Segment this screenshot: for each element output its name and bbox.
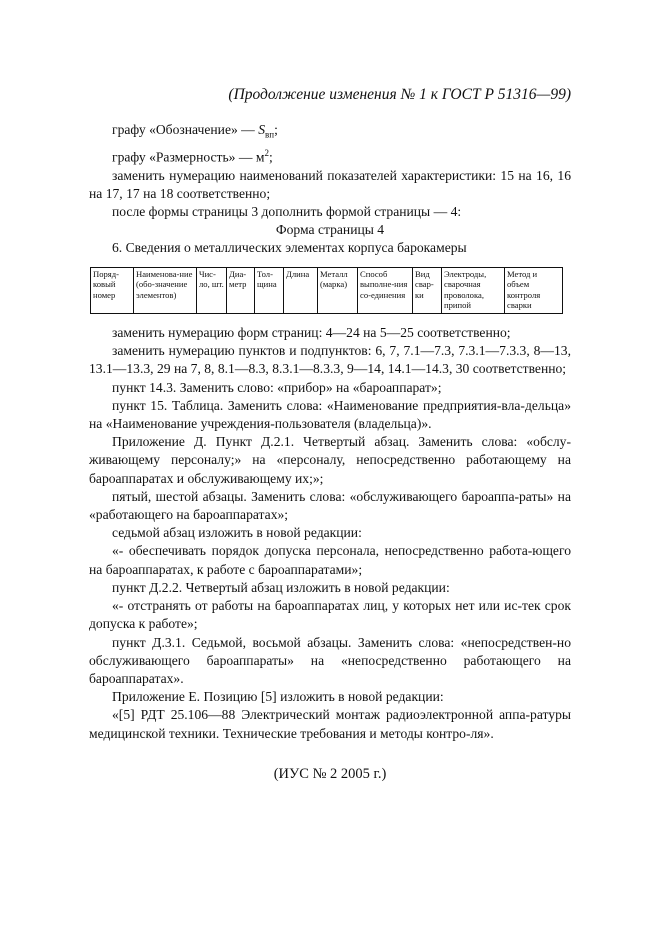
paragraph: пункт Д.3.1. Седьмой, восьмой абзацы. Заменить слова: «непосредствен-но обслуживающего бароаппараты» на «непосредственно работающего на бароаппаратах». <box>89 634 571 686</box>
paragraph: пункт 14.3. Заменить слово: «прибор» на «бароаппарат»; <box>112 379 442 395</box>
paragraph: «- обеспечивать порядок допуска персонала, непосредственно работа-ющего на бароаппаратах, к работе с бароаппаратами»; <box>89 543 571 577</box>
table-header-cell: Наименова-ние (обо-значение элементов) <box>134 267 197 313</box>
dimension-line: графу «Размерность» — $м^2$; <box>112 147 273 165</box>
table-header-cell: Поряд-ковый номер <box>91 267 134 313</box>
table-header-cell: Длина <box>284 267 318 313</box>
table-header-cell: Тол-щина <box>255 267 284 313</box>
form-table <box>90 267 563 314</box>
paragraph: Приложение Д. Пункт Д.2.1. Четвертый абзац. Заменить слова: «обслу-живающему персоналу;» на «персоналу, непосредственно работающему на бароаппаратах и обслуживающему их;»; <box>89 434 571 486</box>
designation-line: графу «Обозначение» — $S_{вп}$; <box>112 122 278 140</box>
table-header-cell: Вид свар-ки <box>413 267 442 313</box>
table-header-cell: Метод и объем контроля сварки <box>505 267 563 313</box>
paragraph-add-form: после формы страницы 3 дополнить формой страницы — 4: <box>112 204 462 220</box>
paragraph: заменить нумерацию форм страниц: 4—24 на 5—25 соответственно; <box>112 325 511 341</box>
paragraph: Приложение Е. Позицию [5] изложить в новой редакции: <box>112 689 444 705</box>
paragraph: пятый, шестой абзацы. Заменить слова: «обслуживающего бароаппа-раты» на «работающего на бароаппаратах»; <box>89 488 571 523</box>
paragraph: седьмой абзац изложить в новой редакции: <box>112 525 362 541</box>
table-header-cell: Чис-ло, шт. <box>197 267 227 313</box>
table-header-cell: Металл (марка) <box>318 267 358 313</box>
document-body <box>89 121 571 797</box>
form-title: Форма страницы 4 <box>275 222 385 238</box>
paragraph: пункт 15. Таблица. Заменить слова: «Наименование предприятия-вла-дельца» на «Наименование учреждения-пользователя (владельца)». <box>89 397 571 432</box>
paragraph: пункт Д.2.2. Четвертый абзац изложить в новой редакции: <box>112 579 450 595</box>
paragraph-renumber-names: заменить нумерацию наименований показателей характеристики: 15 на 16, 16 на 17, 17 на 18 соответственно; <box>89 167 571 201</box>
paragraph: «- отстранять от работы на бароаппаратах лиц, у которых нет или ис-тек срок допуска к работе»; <box>89 598 571 632</box>
table-header-cell: Электроды, сварочная проволока, припой <box>442 267 505 313</box>
footer-note: (ИУС № 2 2005 г.) <box>273 765 387 782</box>
paragraph: заменить нумерацию пунктов и подпунктов: 6, 7, 7.1—7.3, 7.3.1—7.3.3, 8—13, 13.1—13.3, 29 на 7, 8, 8.1—8.3, 8.3.1—8.3.3, 9—14, 14.1—14.3, 30 соответственно; <box>89 343 571 377</box>
paragraph: «[5] РДТ 25.106—88 Электрический монтаж радиоэлектронной аппа-ратуры медицинской техники. Технические требования и методы контро-ля». <box>89 707 571 741</box>
table-header-cell: Способ выполне-ния со-единения <box>358 267 413 313</box>
table-header-row <box>91 267 563 313</box>
form-subtitle: 6. Сведения о металлических элементах корпуса барокамеры <box>112 240 467 256</box>
table-header-cell: Диа-метр <box>227 267 255 313</box>
page-header: (Продолжение изменения № 1 к ГОСТ Р 51316—99) <box>228 86 571 103</box>
